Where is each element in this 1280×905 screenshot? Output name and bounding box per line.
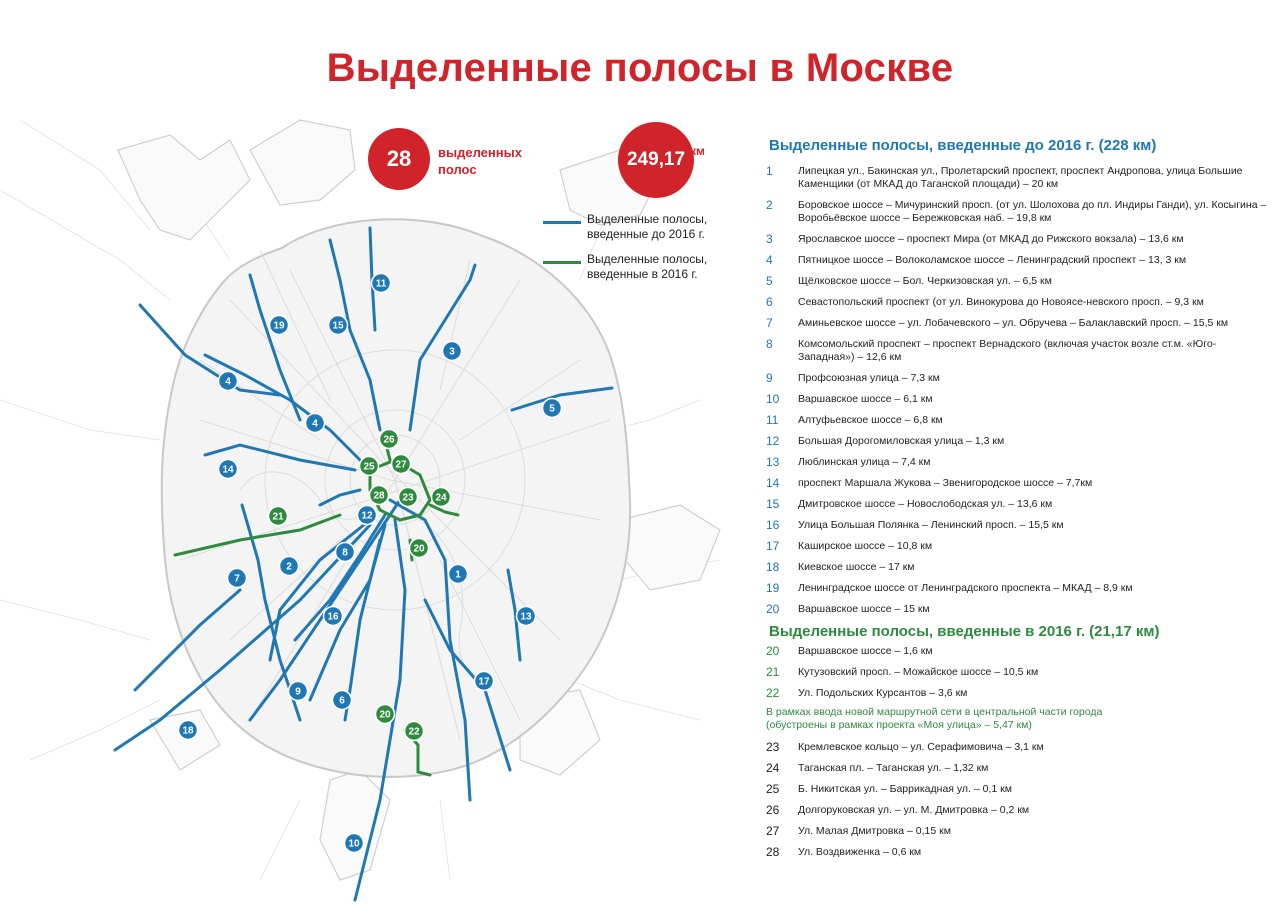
list-before-2016 xyxy=(766,165,1271,624)
lane-badge xyxy=(399,488,418,507)
badge-number: 14 xyxy=(222,464,234,476)
list-item xyxy=(766,603,1271,616)
item-number: 7 xyxy=(766,316,773,330)
lane-badge xyxy=(360,457,379,476)
list-item xyxy=(766,519,1271,532)
lane-badge xyxy=(517,607,536,626)
badge-number: 1 xyxy=(455,569,461,581)
list-item xyxy=(766,199,1271,225)
item-text: Комсомольский проспект – проспект Вернадского (включая участок возле ст.м. «Юго-Западная») – 12,6 км xyxy=(798,338,1217,363)
item-number: 8 xyxy=(766,337,773,351)
item-text: Алтуфьевское шоссе – 6,8 км xyxy=(798,414,943,426)
badge-number: 2 xyxy=(286,561,292,573)
lane-badge xyxy=(306,414,325,433)
badge-number: 20 xyxy=(413,543,425,555)
badge-number: 24 xyxy=(435,492,447,504)
list-item xyxy=(766,762,1271,775)
item-number: 23 xyxy=(766,740,780,754)
legend-in-2016 xyxy=(543,252,712,282)
item-text: Аминьевское шоссе – ул. Лобачевского – ул. Обручева – Балаклавский просп. – 15,5 км xyxy=(798,317,1229,329)
item-text: Пятницкое шоссе – Волоколамское шоссе – Ленинградский проспект – 13, 3 км xyxy=(798,254,1187,266)
item-number: 25 xyxy=(766,782,780,796)
section-before-heading: Выделенные полосы, введенные до 2016 г. (228 км) xyxy=(769,137,1157,154)
lane-badge xyxy=(432,488,451,507)
list-item xyxy=(766,477,1271,490)
lane-badge xyxy=(179,721,198,740)
lane-badge xyxy=(336,543,355,562)
lanes-count-circle: 28 xyxy=(368,128,430,190)
list-item xyxy=(766,783,1271,796)
item-number: 12 xyxy=(766,434,780,448)
item-number: 27 xyxy=(766,824,780,838)
list-2016 xyxy=(766,645,1271,708)
badge-number: 13 xyxy=(520,611,532,623)
badge-number: 9 xyxy=(295,686,301,698)
list-item xyxy=(766,804,1271,817)
lane-badge xyxy=(289,682,308,701)
lane-badge xyxy=(392,455,411,474)
item-number: 22 xyxy=(766,686,780,700)
lanes-count-label: выделенных полос xyxy=(438,145,522,177)
page-title: Выделенные полосы в Москве xyxy=(326,46,954,90)
badge-number: 15 xyxy=(332,320,344,332)
item-number: 21 xyxy=(766,665,780,679)
item-text: Каширское шоссе – 10,8 км xyxy=(798,540,933,552)
lane-badge xyxy=(370,486,389,505)
item-text: Кутузовский просп. – Можайское шоссе – 10,5 км xyxy=(798,666,1039,678)
item-text: Долгоруковская ул. – ул. М. Дмитровка – 0,2 км xyxy=(798,804,1030,816)
lane-badge xyxy=(543,399,562,418)
badge-number: 8 xyxy=(342,547,348,559)
list-item xyxy=(766,846,1271,859)
badge-number: 23 xyxy=(402,492,414,504)
badge-number: 19 xyxy=(273,320,285,332)
item-number: 5 xyxy=(766,274,773,288)
list-item xyxy=(766,317,1271,330)
item-text: Большая Дорогомиловская улица – 1,3 км xyxy=(798,435,1005,447)
list-item xyxy=(766,254,1271,267)
badge-number: 10 xyxy=(348,838,360,850)
lane-badge xyxy=(443,342,462,361)
item-text: Б. Никитская ул. – Баррикадная ул. – 0,1 км xyxy=(798,783,1012,795)
badge-number: 5 xyxy=(549,403,555,415)
item-number: 1 xyxy=(766,164,773,178)
item-number: 20 xyxy=(766,644,780,658)
item-number: 11 xyxy=(766,413,779,427)
lane-badge xyxy=(324,607,343,626)
list-item xyxy=(766,435,1271,448)
item-text: Варшавское шоссе – 15 км xyxy=(798,603,930,615)
blue-line-swatch xyxy=(543,221,581,224)
city-boundary xyxy=(162,219,630,777)
item-text: Ленинградское шоссе от Ленинградского проспекта – МКАД – 8,9 км xyxy=(798,582,1133,594)
badge-number: 3 xyxy=(449,346,455,358)
lane-badge xyxy=(219,372,238,391)
item-number: 6 xyxy=(766,295,773,309)
list-item xyxy=(766,645,1271,658)
list-item xyxy=(766,275,1271,288)
item-text: Варшавское шоссе – 6,1 км xyxy=(798,393,933,405)
green-line-swatch xyxy=(543,261,581,264)
badge-number: 16 xyxy=(327,611,339,623)
list-item xyxy=(766,582,1271,595)
badge-number: 4 xyxy=(225,376,231,388)
list-item xyxy=(766,338,1271,364)
badge-number: 18 xyxy=(182,725,194,737)
item-text: Ярославское шоссе – проспект Мира (от МКАД до Рижского вокзала) – 13,6 км xyxy=(798,233,1184,245)
item-number: 2 xyxy=(766,198,773,212)
list-item xyxy=(766,687,1271,700)
badge-number: 21 xyxy=(272,511,284,523)
badge-number: 17 xyxy=(478,676,490,688)
item-text: Боровское шоссе – Мичуринский просп. (от ул. Шолохова до пл. Индиры Ганди), ул. Косыгина – Воробьёвское шоссе – Бережковская наб. – 19,8 км xyxy=(798,199,1267,224)
lane-badge xyxy=(228,569,247,588)
item-text: Ул. Малая Дмитровка – 0,15 км xyxy=(798,825,951,837)
lane-badge xyxy=(410,539,429,558)
badge-number: 7 xyxy=(234,573,240,585)
item-text: Таганская пл. – Таганская ул. – 1,32 км xyxy=(798,762,989,774)
lane-badge xyxy=(475,672,494,691)
total-km-circle: 249,17 xyxy=(618,122,694,198)
item-text: Липецкая ул., Бакинская ул., Пролетарский проспект, проспект Андропова, улица Большие Каменщики (от МКАД до Таганской площади) – 20 км xyxy=(798,165,1243,190)
badge-number: 11 xyxy=(375,278,387,290)
item-number: 18 xyxy=(766,560,780,574)
center-network-note: В рамках ввода новой маршрутной сети в центральной части города (обустроены в рамках проекта «Моя улица» – 5,47 км) xyxy=(766,706,1103,731)
item-number: 17 xyxy=(766,539,780,553)
badge-number: 12 xyxy=(361,510,373,522)
lane-badge xyxy=(405,722,424,741)
badge-number: 20 xyxy=(379,709,391,721)
lane-badge xyxy=(219,460,238,479)
lane-badge xyxy=(380,430,399,449)
list-item xyxy=(766,561,1271,574)
list-item xyxy=(766,666,1271,679)
list-item xyxy=(766,372,1271,385)
item-number: 16 xyxy=(766,518,780,532)
item-text: проспект Маршала Жукова – Звенигородское шоссе – 7,7км xyxy=(798,477,1093,489)
lane-badge xyxy=(449,565,468,584)
item-text: Профсоюзная улица – 7,3 км xyxy=(798,372,940,384)
list-item xyxy=(766,233,1271,246)
item-text: Ул. Подольских Курсантов – 3,6 км xyxy=(798,687,968,699)
item-number: 4 xyxy=(766,253,773,267)
list-item xyxy=(766,414,1271,427)
list-item xyxy=(766,393,1271,406)
lane-badge xyxy=(345,834,364,853)
item-number: 15 xyxy=(766,497,780,511)
legend-before-label: Выделенные полосы, введенные до 2016 г. xyxy=(587,212,708,241)
legend-2016-label: Выделенные полосы, введенные в 2016 г. xyxy=(587,252,708,281)
item-number: 10 xyxy=(766,392,780,406)
badge-number: 4 xyxy=(312,418,318,430)
list-item xyxy=(766,540,1271,553)
item-text: Ул. Воздвиженка – 0,6 км xyxy=(798,846,922,858)
list-item xyxy=(766,456,1271,469)
item-number: 24 xyxy=(766,761,780,775)
item-number: 3 xyxy=(766,232,773,246)
list-item xyxy=(766,498,1271,511)
lane-badge xyxy=(270,316,289,335)
item-number: 26 xyxy=(766,803,780,817)
badge-number: 22 xyxy=(408,726,420,738)
item-text: Люблинская улица – 7,4 км xyxy=(798,456,931,468)
lane-badge xyxy=(372,274,391,293)
lane-badge xyxy=(280,557,299,576)
item-text: Щёлковское шоссе – Бол. Черкизовская ул. – 6,5 км xyxy=(798,275,1052,287)
item-number: 14 xyxy=(766,476,780,490)
badge-number: 28 xyxy=(373,490,385,502)
legend-before-2016 xyxy=(543,212,712,242)
lane-badge xyxy=(376,705,395,724)
badge-number: 26 xyxy=(383,434,395,446)
item-text: Кремлевское кольцо – ул. Серафимовича – 3,1 км xyxy=(798,741,1044,753)
list-item xyxy=(766,741,1271,754)
list-item xyxy=(766,825,1271,838)
item-number: 28 xyxy=(766,845,780,859)
lane-badge xyxy=(358,506,377,525)
item-text: Улица Большая Полянка – Ленинский просп. – 15,5 км xyxy=(798,519,1064,531)
total-km-unit: км xyxy=(690,144,705,158)
item-number: 19 xyxy=(766,581,780,595)
section-2016-heading: Выделенные полосы, введенные в 2016 г. (21,17 км) xyxy=(769,623,1160,640)
item-text: Севастопольский проспект (от ул. Винокурова до Новоясе-невского просп. – 9,3 км xyxy=(798,296,1204,308)
item-number: 13 xyxy=(766,455,780,469)
list-item xyxy=(766,165,1271,191)
badge-number: 6 xyxy=(339,695,345,707)
item-text: Киевское шоссе – 17 км xyxy=(798,561,915,573)
lane-badge xyxy=(329,316,348,335)
item-text: Варшавское шоссе – 1,6 км xyxy=(798,645,933,657)
item-text: Дмитровское шоссе – Новослободская ул. – 13,6 км xyxy=(798,498,1053,510)
item-number: 20 xyxy=(766,602,780,616)
item-number: 9 xyxy=(766,371,773,385)
badge-number: 25 xyxy=(363,461,375,473)
lane-badge xyxy=(333,691,352,710)
list-center xyxy=(766,741,1271,867)
list-item xyxy=(766,296,1271,309)
lane-badge xyxy=(269,507,288,526)
badge-number: 27 xyxy=(395,459,407,471)
